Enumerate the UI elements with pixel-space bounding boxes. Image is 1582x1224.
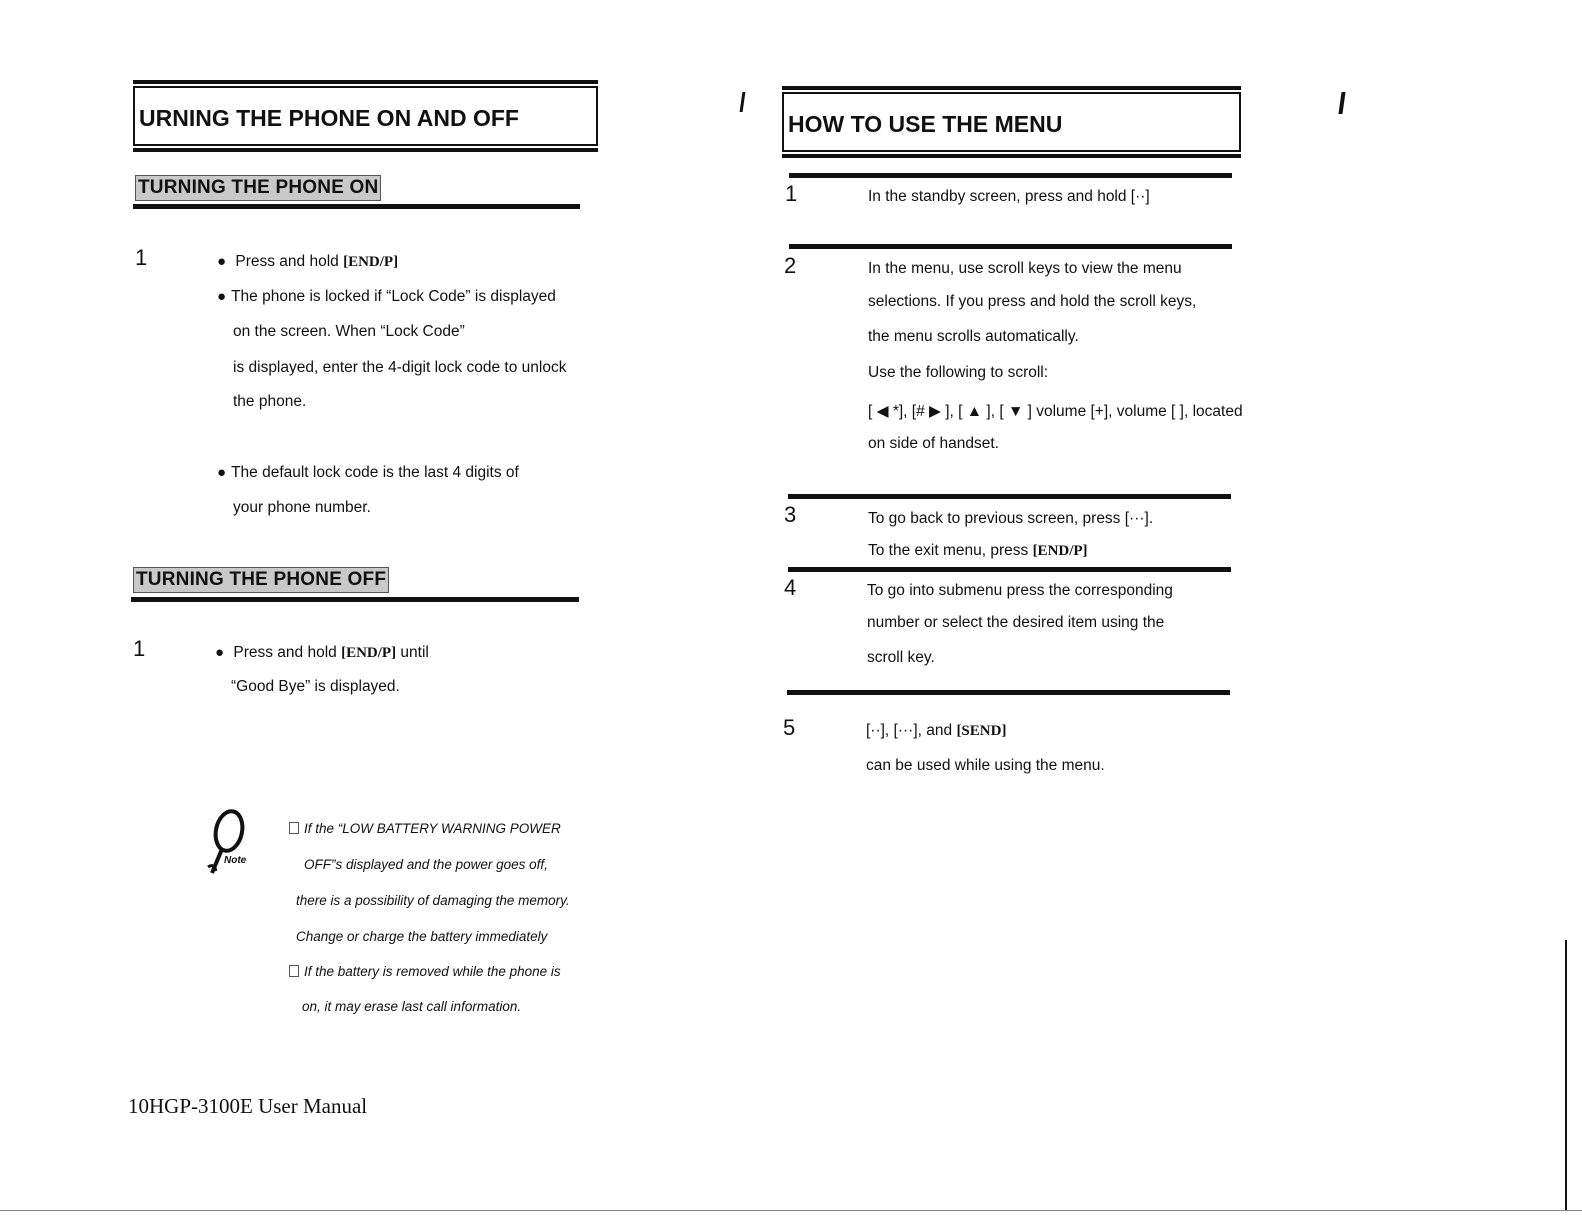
step-rule xyxy=(788,567,1231,572)
section-rule-phone-off xyxy=(131,597,579,602)
note-line: on, it may erase last call information. xyxy=(302,999,522,1014)
section-heading-phone-off: TURNING THE PHONE OFF xyxy=(133,567,389,593)
step-number: 5 xyxy=(783,715,796,740)
binding-mark xyxy=(740,92,746,112)
left-page-title-text: URNING THE PHONE ON AND OFF xyxy=(139,104,519,131)
section-rule-phone-on xyxy=(133,204,580,209)
scroll-keys-line: [ ◀ *], [# ▶ ], [ ▲ ], [ ▼ ] volume [+], volume [ ], located xyxy=(868,403,1243,420)
title-top-rule xyxy=(782,86,1241,90)
step-text: scroll key. xyxy=(867,649,935,666)
note-icon-label: Note xyxy=(224,855,247,866)
end-key-label: [END/P] xyxy=(343,254,399,270)
step-rule xyxy=(789,173,1232,178)
note-icon-graphic xyxy=(200,805,260,880)
step-text: number or select the desired item using the xyxy=(867,614,1165,631)
bullet-line: ● The phone is locked if “Lock Code” is displayed xyxy=(217,288,556,306)
binding-mark xyxy=(1338,92,1345,114)
bullet-line xyxy=(217,253,398,271)
title-top-rule xyxy=(133,80,598,84)
note-icon xyxy=(200,805,260,880)
footer-manual-title: 10HGP-3100E User Manual xyxy=(128,1094,368,1118)
note-text: If the “LOW BATTERY WARNING POWER xyxy=(304,821,561,836)
end-key-label: [END/P] xyxy=(1032,543,1088,559)
line-text: Press and hold xyxy=(235,253,344,270)
step-rule xyxy=(789,244,1232,249)
step-number: 3 xyxy=(784,502,797,527)
line-text: Press and hold xyxy=(233,644,342,661)
step-text xyxy=(866,722,1006,740)
step-text: can be used while using the menu. xyxy=(866,757,1105,774)
step-text xyxy=(868,542,1088,560)
checkbox-glyph xyxy=(289,965,299,977)
checkbox-glyph xyxy=(289,822,299,834)
left-page-title xyxy=(133,86,598,146)
step-number: 4 xyxy=(784,575,797,600)
step-text: To go back to previous screen, press [···]. xyxy=(868,510,1154,527)
text-line: is displayed, enter the 4-digit lock code to unlock xyxy=(233,359,567,376)
step-text: on side of handset. xyxy=(868,435,999,452)
note-line: Change or charge the battery immediately xyxy=(296,929,548,944)
step-number: 1 xyxy=(135,245,148,270)
scan-edge-line xyxy=(1565,940,1567,1210)
note-line: OFF”s displayed and the power goes off, xyxy=(304,857,548,872)
step-text: the menu scrolls automatically. xyxy=(868,328,1079,345)
step-text: In the standby screen, press and hold [··] xyxy=(868,188,1150,205)
note-line: there is a possibility of damaging the memory. xyxy=(296,893,570,908)
text-line: your phone number. xyxy=(233,499,371,516)
note-line xyxy=(289,964,561,979)
title-bottom-rule xyxy=(782,154,1241,158)
line-text: [··], [···], and xyxy=(866,722,957,739)
step-number: 2 xyxy=(784,253,797,278)
step-text: In the menu, use scroll keys to view the menu xyxy=(868,260,1182,277)
note-line xyxy=(289,821,561,836)
step-number: 1 xyxy=(785,181,798,206)
title-bottom-rule xyxy=(133,148,598,152)
step-rule xyxy=(787,690,1230,695)
section-heading-phone-on: TURNING THE PHONE ON xyxy=(135,175,381,201)
end-key-label: [END/P] xyxy=(341,645,397,661)
text-line: on the screen. When “Lock Code” xyxy=(233,323,465,340)
line-text: until xyxy=(396,644,429,661)
step-text: selections. If you press and hold the scroll keys, xyxy=(868,293,1197,310)
text-line: “Good Bye” is displayed. xyxy=(231,678,400,695)
right-page-title-text: HOW TO USE THE MENU xyxy=(788,110,1063,137)
step-text: To go into submenu press the corresponding xyxy=(867,582,1173,599)
right-page-title xyxy=(782,92,1241,152)
step-text: Use the following to scroll: xyxy=(868,364,1049,381)
bullet-line xyxy=(215,644,429,662)
note-text: If the battery is removed while the phone is xyxy=(304,964,561,979)
step-number: 1 xyxy=(133,636,146,661)
step-rule xyxy=(788,494,1231,499)
send-key-label: [SEND] xyxy=(956,723,1007,739)
line-text: To the exit menu, press xyxy=(868,542,1033,559)
bullet-line: ● The default lock code is the last 4 digits of xyxy=(217,464,519,482)
text-line: the phone. xyxy=(233,393,307,410)
scan-edge-line xyxy=(0,1210,1582,1211)
